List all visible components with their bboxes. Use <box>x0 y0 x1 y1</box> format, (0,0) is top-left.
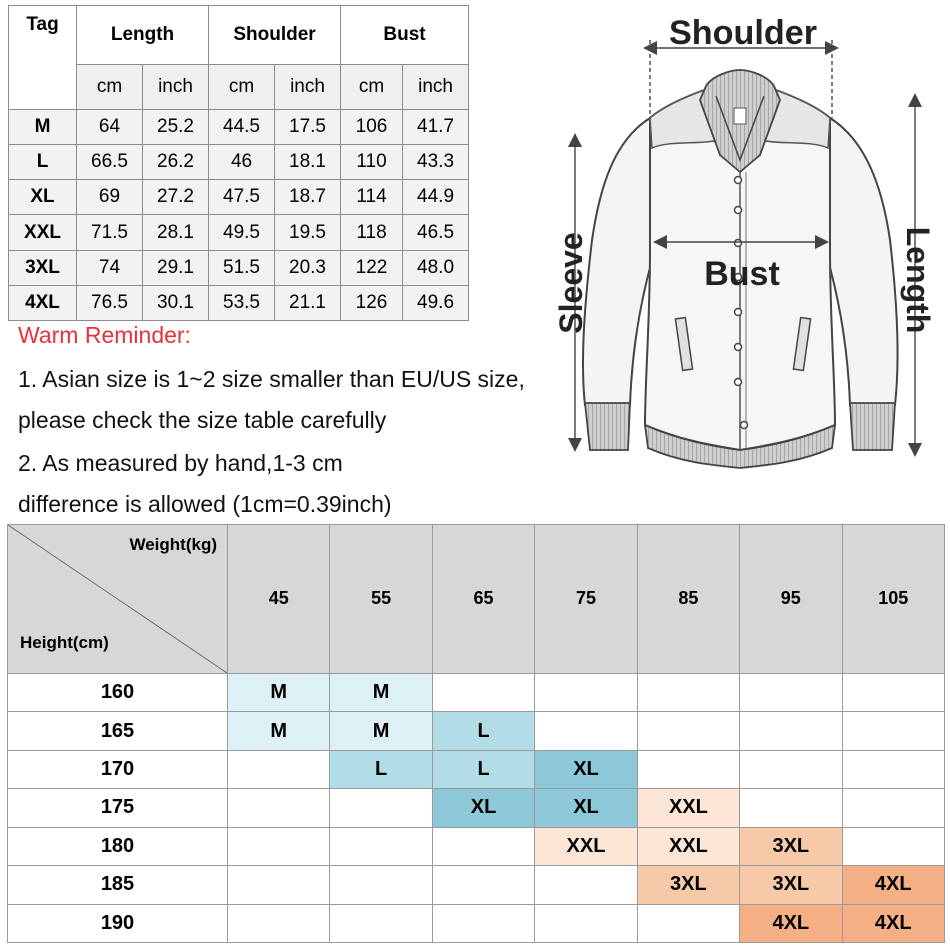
size-recommendation-cell: 3XL <box>740 866 842 904</box>
size-table <box>8 5 469 321</box>
recommendation-body <box>8 673 945 942</box>
height-value: 175 <box>8 789 228 827</box>
measurement-cell: 30.1 <box>143 285 209 320</box>
size-recommendation-cell <box>740 750 842 788</box>
size-recommendation-cell: XL <box>535 789 637 827</box>
label-bust: Bust <box>704 255 780 293</box>
size-recommendation-cell <box>842 750 944 788</box>
size-tag: 3XL <box>9 250 77 285</box>
height-row <box>8 866 945 904</box>
size-recommendation-cell <box>740 673 842 711</box>
measurement-cell: 69 <box>77 180 143 215</box>
measurement-cell: 74 <box>77 250 143 285</box>
measurement-cell: 25.2 <box>143 109 209 144</box>
size-recommendation-cell <box>535 904 637 942</box>
size-recommendation-cell: M <box>228 673 330 711</box>
size-recommendation-cell <box>330 866 432 904</box>
measurement-cell: 19.5 <box>275 215 341 250</box>
measurement-cell: 114 <box>341 180 403 215</box>
height-value: 180 <box>8 827 228 865</box>
measurement-cell: 29.1 <box>143 250 209 285</box>
measurement-cell: 49.5 <box>209 215 275 250</box>
size-recommendation-cell: 4XL <box>842 904 944 942</box>
measurement-cell: 118 <box>341 215 403 250</box>
height-row <box>8 750 945 788</box>
weight-column-header: 85 <box>637 525 739 674</box>
measurement-cell: 20.3 <box>275 250 341 285</box>
size-recommendation-cell: 4XL <box>740 904 842 942</box>
corner-header <box>8 525 228 674</box>
measurement-cell: 47.5 <box>209 180 275 215</box>
height-value: 185 <box>8 866 228 904</box>
measurement-cell: 66.5 <box>77 145 143 180</box>
measurement-cell: 41.7 <box>403 109 469 144</box>
measurement-cell: 43.3 <box>403 145 469 180</box>
reminder-title: Warm Reminder: <box>18 322 191 348</box>
size-tag: XL <box>9 180 77 215</box>
size-recommendation-cell <box>432 673 534 711</box>
height-row <box>8 904 945 942</box>
header-tag: Tag <box>9 6 77 110</box>
size-recommendation-cell: XXL <box>637 827 739 865</box>
size-tag: 4XL <box>9 285 77 320</box>
size-tag: L <box>9 145 77 180</box>
measurement-cell: 126 <box>341 285 403 320</box>
height-value: 160 <box>8 673 228 711</box>
size-recommendation-cell: M <box>330 673 432 711</box>
header-shoulder: Shoulder <box>209 6 341 65</box>
size-row <box>9 180 469 215</box>
size-recommendation-cell <box>432 827 534 865</box>
measurement-cell: 28.1 <box>143 215 209 250</box>
size-recommendation-cell <box>637 712 739 750</box>
size-recommendation-cell <box>740 712 842 750</box>
reminder-line-3: 2. As measured by hand,1-3 cm <box>18 450 343 476</box>
measurement-cell: 76.5 <box>77 285 143 320</box>
header-bust: Bust <box>341 6 469 65</box>
height-value: 190 <box>8 904 228 942</box>
reminder-line-1: 1. Asian size is 1~2 size smaller than EU/US size, <box>18 366 525 392</box>
size-row <box>9 215 469 250</box>
size-recommendation-cell <box>535 712 637 750</box>
size-recommendation-cell <box>637 750 739 788</box>
size-recommendation-cell <box>330 789 432 827</box>
height-value: 165 <box>8 712 228 750</box>
weight-column-header: 95 <box>740 525 842 674</box>
size-recommendation-cell <box>842 789 944 827</box>
size-recommendation-cell: XL <box>432 789 534 827</box>
measurement-cell: 122 <box>341 250 403 285</box>
label-length: Length <box>900 226 936 334</box>
unit-cell: inch <box>143 64 209 109</box>
size-recommendation-cell <box>330 827 432 865</box>
measurement-cell: 48.0 <box>403 250 469 285</box>
size-recommendation-cell: L <box>330 750 432 788</box>
size-recommendation-cell <box>228 750 330 788</box>
measurement-cell: 17.5 <box>275 109 341 144</box>
size-recommendation-cell <box>228 904 330 942</box>
size-recommendation-cell <box>842 827 944 865</box>
measurement-cell: 51.5 <box>209 250 275 285</box>
unit-cell: inch <box>275 64 341 109</box>
size-recommendation-cell: M <box>228 712 330 750</box>
measurement-cell: 44.9 <box>403 180 469 215</box>
measurement-cell: 53.5 <box>209 285 275 320</box>
measurement-cell: 18.7 <box>275 180 341 215</box>
weight-axis-label: Weight(kg) <box>129 535 217 554</box>
measurement-cell: 49.6 <box>403 285 469 320</box>
measurement-cell: 71.5 <box>77 215 143 250</box>
size-recommendation-cell <box>330 904 432 942</box>
jacket-measurement-diagram <box>540 0 950 480</box>
measurement-cell: 44.5 <box>209 109 275 144</box>
size-recommendation-cell <box>228 789 330 827</box>
size-recommendation-cell <box>842 712 944 750</box>
size-tag: XXL <box>9 215 77 250</box>
size-row <box>9 109 469 144</box>
measurement-cell: 106 <box>341 109 403 144</box>
size-row <box>9 250 469 285</box>
weight-column-header: 75 <box>535 525 637 674</box>
size-row <box>9 145 469 180</box>
measurement-cell: 46.5 <box>403 215 469 250</box>
size-recommendation-cell: 4XL <box>842 866 944 904</box>
size-recommendation-cell: 3XL <box>637 866 739 904</box>
measurement-cell: 21.1 <box>275 285 341 320</box>
weight-column-header: 55 <box>330 525 432 674</box>
size-tag: M <box>9 109 77 144</box>
size-recommendation-cell <box>432 904 534 942</box>
weight-header-row <box>8 525 945 674</box>
size-recommendation-cell <box>637 673 739 711</box>
unit-cell: cm <box>341 64 403 109</box>
weight-column-header: 45 <box>228 525 330 674</box>
unit-cell: inch <box>403 64 469 109</box>
size-recommendation-cell: M <box>330 712 432 750</box>
size-recommendation-cell <box>535 673 637 711</box>
height-row <box>8 827 945 865</box>
size-recommendation-cell: L <box>432 712 534 750</box>
size-table-header <box>9 6 469 65</box>
size-recommendation-cell: XXL <box>535 827 637 865</box>
size-recommendation-cell <box>740 789 842 827</box>
weight-column-header: 65 <box>432 525 534 674</box>
unit-cell: cm <box>209 64 275 109</box>
measurement-cell: 26.2 <box>143 145 209 180</box>
size-recommendation-cell <box>637 904 739 942</box>
label-sleeve: Sleeve <box>553 232 589 334</box>
header-length: Length <box>77 6 209 65</box>
height-row <box>8 789 945 827</box>
height-row <box>8 673 945 711</box>
measurement-cell: 64 <box>77 109 143 144</box>
label-shoulder: Shoulder <box>669 14 817 52</box>
reminder-line-4: difference is allowed (1cm=0.39inch) <box>18 491 392 517</box>
weight-column-header: 105 <box>842 525 944 674</box>
height-axis-label: Height(cm) <box>20 632 109 652</box>
size-recommendation-cell: 3XL <box>740 827 842 865</box>
reminder-line-2: please check the size table carefully <box>18 407 387 433</box>
unit-cell: cm <box>77 64 143 109</box>
size-table-units <box>9 64 469 109</box>
measurement-cell: 18.1 <box>275 145 341 180</box>
measurement-cell: 46 <box>209 145 275 180</box>
size-recommendation-cell <box>228 827 330 865</box>
size-recommendation-cell: XXL <box>637 789 739 827</box>
size-recommendation-cell <box>842 673 944 711</box>
measurement-cell: 110 <box>341 145 403 180</box>
size-table-body <box>9 109 469 320</box>
size-recommendation-cell <box>535 866 637 904</box>
measurement-cell: 27.2 <box>143 180 209 215</box>
size-recommendation-cell <box>228 866 330 904</box>
height-row <box>8 712 945 750</box>
size-row <box>9 285 469 320</box>
size-recommendation-cell: L <box>432 750 534 788</box>
size-recommendation-cell <box>432 866 534 904</box>
size-recommendation-cell: XL <box>535 750 637 788</box>
size-recommendation-table <box>7 524 945 943</box>
height-value: 170 <box>8 750 228 788</box>
